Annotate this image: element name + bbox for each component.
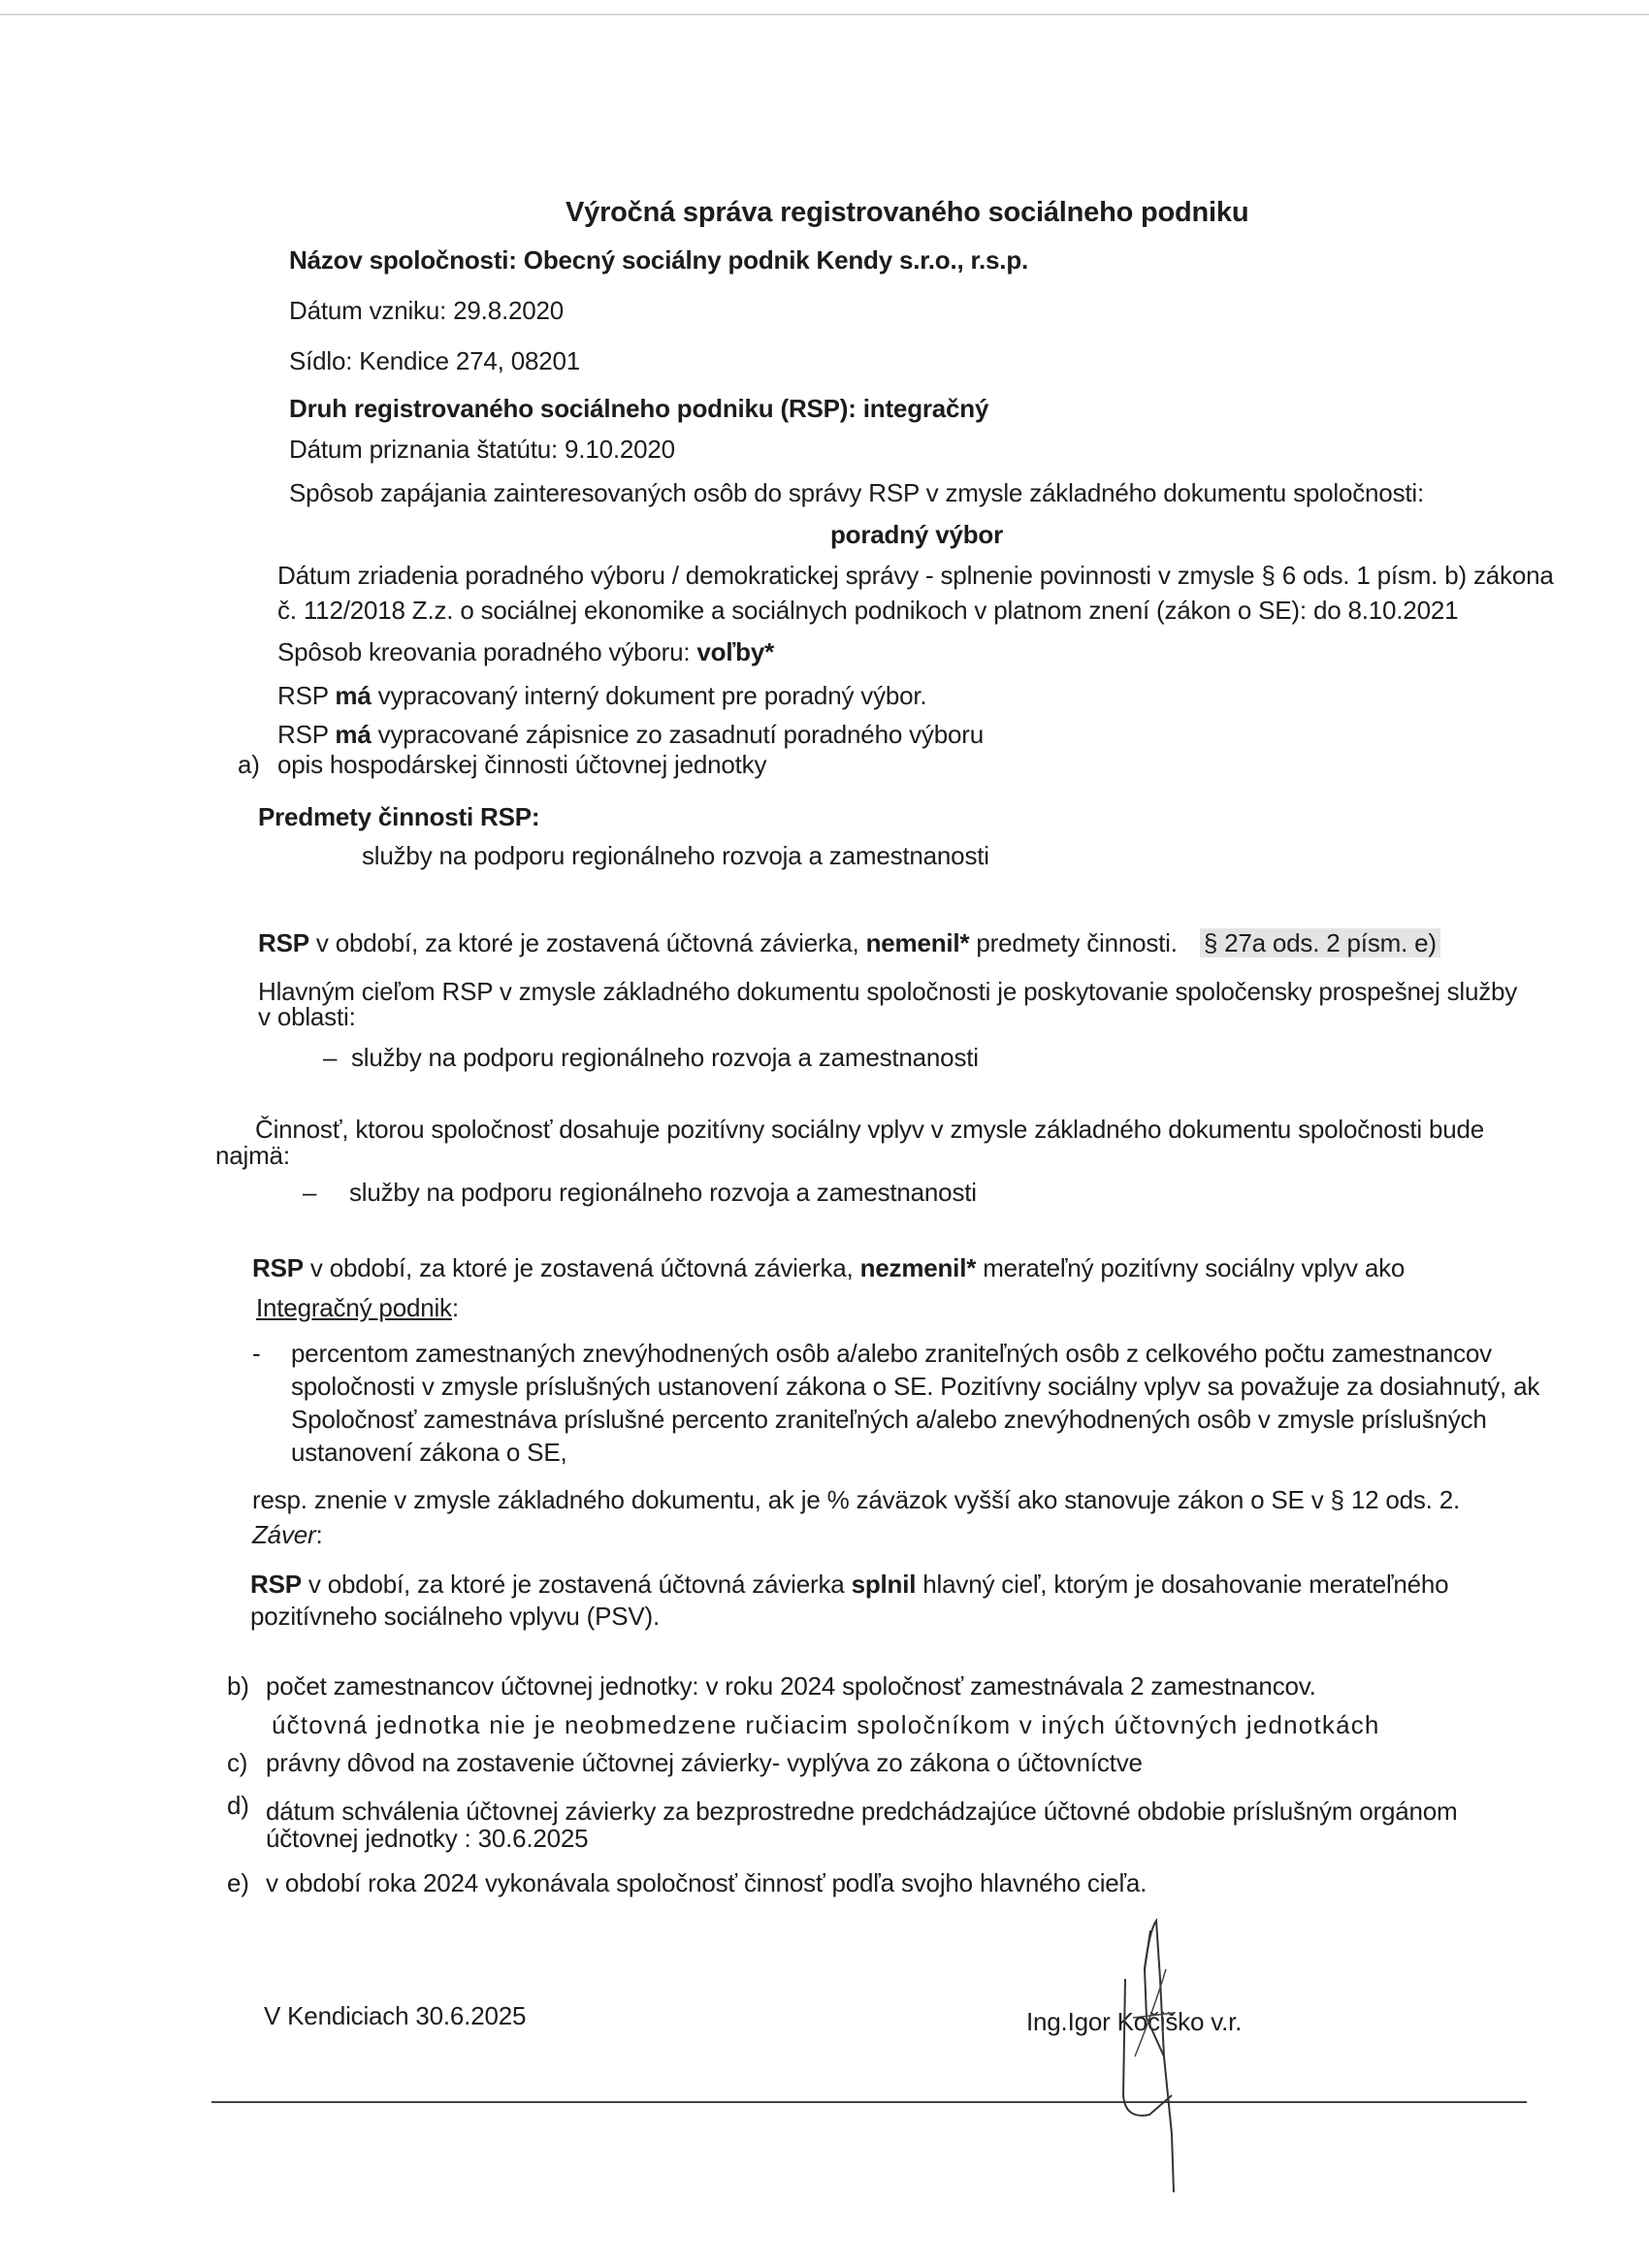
main-goal-line-1: Hlavným cieľom RSP v zmysle základného dokumentu spoločnosti je poskytovanie spoločensky prospešnej služby <box>258 977 1518 1006</box>
unchanged-object: predmety činnosti. <box>976 928 1178 957</box>
rsp-type-label: Druh registrovaného sociálneho podniku (RSP): <box>289 394 857 423</box>
company-value: Obecný sociálny podnik Kendy s.r.o., r.s.p. <box>523 245 1029 275</box>
integration-heading-text: Integračný podnik <box>256 1293 452 1322</box>
involvement-line: Spôsob zapájania zainteresovaných osôb do správy RSP v zmysle základného dokumentu spoločnosti: <box>289 478 1424 507</box>
integration-dash: - <box>252 1339 261 1368</box>
integration-resp: resp. znenie v zmysle základného dokumentu, ak je % záväzok vyšší ako stanovuje zákon o SE v § 12 ods. 2. <box>252 1485 1461 1514</box>
impact-rsp: RSP <box>252 1253 304 1282</box>
item-c-text: právny dôvod na zostavenie účtovnej závierky- vyplýva zo zákona o účtovníctve <box>266 1748 1143 1777</box>
conclusion-heading-text: Záver <box>252 1520 316 1549</box>
section-a-text: opis hospodárskej činnosti účtovnej jednotky <box>277 750 767 779</box>
conclusion-object: hlavný cieľ, ktorým je dosahovanie merateľného <box>922 1570 1449 1599</box>
company-label: Názov spoločnosti: <box>289 245 517 275</box>
minutes-text: vypracované zápisnice zo zasadnutí poradného výboru <box>377 720 984 749</box>
integration-heading-colon: : <box>451 1293 459 1322</box>
item-d-line-1: dátum schválenia účtovnej závierky za bezprostredne predchádzajúce účtovné obdobie príslušným orgánom <box>266 1797 1458 1826</box>
subjects-item: služby na podporu regionálneho rozvoja a zamestnanosti <box>362 841 989 870</box>
handwritten-signature <box>1106 1911 1212 2202</box>
main-goal-dash: – <box>323 1043 338 1072</box>
unchanged-verb: nemenil* <box>865 928 970 957</box>
board-date-line-1: Dátum zriadenia poradného výboru / demokratickej správy - splnenie povinnosti v zmysle § 6 ods. 1 písm. b) zákona <box>277 561 1554 590</box>
scan-edge-line <box>0 14 1649 16</box>
document-title: Výročná správa registrovaného sociálneho podniku <box>566 197 1249 228</box>
board-date-line-2: č. 112/2018 Z.z. o sociálnej ekonomike a sociálnych podnikoch v platnom znení (zákon o SE): do 8.10.2021 <box>277 596 1459 625</box>
conclusion-line-2: pozitívneho sociálneho vplyvu (PSV). <box>250 1602 661 1631</box>
internal-doc-text: vypracovaný interný dokument pre poradný výbor. <box>377 681 927 710</box>
involvement-value: poradný výbor <box>830 520 1003 549</box>
impact-text: v období, za ktoré je zostavená účtovná závierka, <box>309 1253 854 1282</box>
impact-object: merateľný pozitívny sociálny vplyv ako <box>983 1253 1406 1282</box>
company-seat: Sídlo: Kendice 274, 08201 <box>289 346 581 375</box>
unchanged-rsp: RSP <box>258 928 309 957</box>
conclusion-heading-colon: : <box>315 1520 323 1549</box>
rsp-type-value: integračný <box>862 394 989 423</box>
minutes-rsp: RSP <box>277 720 329 749</box>
conclusion-heading <box>252 1519 323 1550</box>
impact-line <box>252 1252 1405 1283</box>
item-b-letter: b) <box>227 1671 249 1701</box>
board-method-value: voľby* <box>696 637 775 666</box>
rsp-type <box>289 393 988 424</box>
status-date: Dátum priznania štatútu: 9.10.2020 <box>289 435 675 464</box>
integration-line-1: percentom zamestnaných znevýhodnených osôb a/alebo zraniteľných osôb z celkového počtu zamestnancov <box>291 1339 1492 1368</box>
integration-line-4: ustanovení zákona o SE, <box>291 1438 567 1467</box>
conclusion-text: v období, za ktoré je zostavená účtovná závierka <box>307 1570 845 1599</box>
activity-line-2: najmä: <box>215 1141 290 1170</box>
activity-dash: – <box>303 1178 317 1207</box>
conclusion-rsp: RSP <box>250 1570 302 1599</box>
integration-line-3: Spoločnosť zamestnáva príslušné percento zraniteľných a/alebo znevýhodnených osôb v zmysle príslušných <box>291 1405 1487 1434</box>
legal-reference: § 27a ods. 2 písm. e) <box>1200 928 1440 957</box>
main-goal-line-2: v oblasti: <box>258 1002 356 1031</box>
integration-line-2: spoločnosti v zmysle príslušných ustanovení zákona o SE. Pozitívny sociálny vplyv sa považuje za dosiahnutý, ak <box>291 1372 1540 1401</box>
item-e-text: v období roka 2024 vykonávala spoločnosť činnosť podľa svojho hlavného cieľa. <box>266 1868 1148 1897</box>
section-a-letter: a) <box>238 750 260 779</box>
conclusion-line-1 <box>250 1569 1448 1600</box>
activity-line-1: Činnosť, ktorou spoločnosť dosahuje pozitívny sociálny vplyv v zmysle základného dokumentu spoločnosti bude <box>255 1115 1485 1144</box>
item-e-letter: e) <box>227 1868 249 1897</box>
item-c-letter: c) <box>227 1748 248 1777</box>
board-method-label: Spôsob kreovania poradného výboru: <box>277 637 691 666</box>
place-and-date: V Kendiciach 30.6.2025 <box>264 2001 527 2030</box>
conclusion-verb: splnil <box>851 1570 917 1599</box>
main-goal-item: služby na podporu regionálneho rozvoja a zamestnanosti <box>351 1043 979 1072</box>
signatory-name: Ing.Igor Kočiško v.r. <box>1026 2007 1243 2036</box>
impact-verb: nezmenil* <box>859 1253 977 1282</box>
item-b-line-2: účtovná jednotka nie je neobmedzene ručiacim spoločníkom v iných účtovných jednotkách <box>272 1710 1380 1739</box>
unchanged-text: v období, za ktoré je zostavená účtovná závierka, <box>315 928 859 957</box>
internal-doc-verb: má <box>335 681 372 710</box>
item-d-line-2: účtovnej jednotky : 30.6.2025 <box>266 1824 589 1853</box>
integration-heading <box>256 1292 459 1323</box>
item-d-letter: d) <box>227 1791 249 1820</box>
board-method <box>277 636 774 667</box>
activity-item: služby na podporu regionálneho rozvoja a zamestnanosti <box>349 1178 977 1207</box>
internal-doc-rsp: RSP <box>277 681 329 710</box>
minutes-verb: má <box>335 720 372 749</box>
signature-line <box>211 2101 1527 2103</box>
item-b-line-1: počet zamestnancov účtovnej jednotky: v roku 2024 spoločnosť zamestnávala 2 zamestnancov. <box>266 1671 1316 1701</box>
subjects-unchanged-line <box>258 927 1440 958</box>
company-name <box>289 244 1028 275</box>
internal-document-line <box>277 680 926 711</box>
minutes-line <box>277 719 984 750</box>
founding-date: Dátum vzniku: 29.8.2020 <box>289 296 565 325</box>
subjects-heading: Predmety činnosti RSP: <box>258 802 540 831</box>
